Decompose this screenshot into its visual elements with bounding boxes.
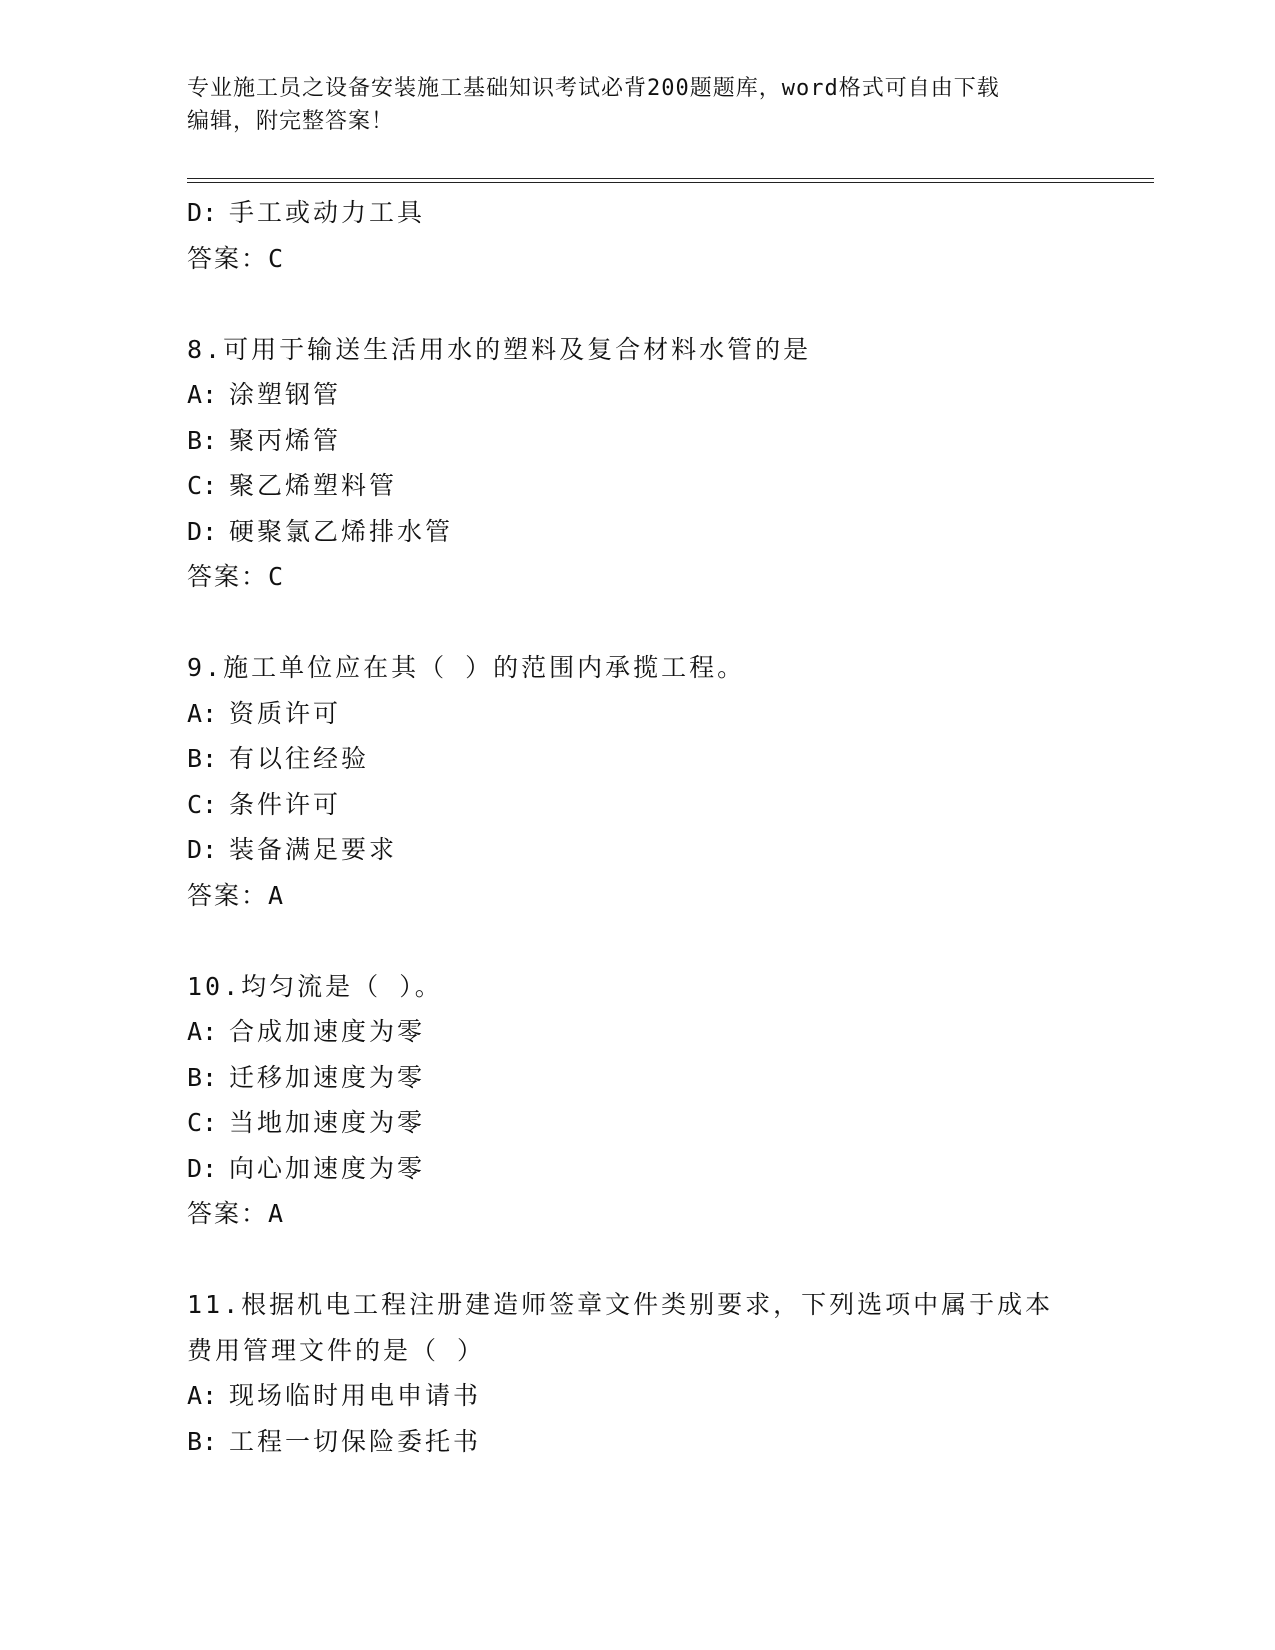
option-item <box>187 1146 1087 1192</box>
option-text: 合成加速度为零 <box>229 1017 426 1046</box>
option-label: A: <box>187 380 218 409</box>
option-label: B: <box>187 744 218 773</box>
option-text: 现场临时用电申请书 <box>229 1381 482 1410</box>
header-line-1: 专业施工员之设备安装施工基础知识考试必背200题题库，word格式可自由下载 <box>187 76 1000 101</box>
option-text: 涂塑钢管 <box>229 380 342 409</box>
option-label: A: <box>187 1017 218 1046</box>
question-list <box>187 190 1087 1464</box>
answer-line: 答案：A <box>187 880 286 910</box>
option-text: 聚乙烯塑料管 <box>229 471 398 500</box>
option-text: 装备满足要求 <box>229 835 398 864</box>
option-label: B: <box>187 1426 218 1456</box>
option-text: 当地加速度为零 <box>229 1108 426 1137</box>
question-11 <box>187 1282 1087 1464</box>
option-text: 聚丙烯管 <box>229 425 342 455</box>
spacer <box>187 281 1087 327</box>
option-item <box>187 691 1087 737</box>
option-item <box>187 418 1087 464</box>
answer-line: 答案：C <box>187 562 286 591</box>
header-divider-top <box>187 178 1154 179</box>
option-text: 迁移加速度为零 <box>229 1062 426 1092</box>
option-item <box>187 782 1087 828</box>
option-text: 有以往经验 <box>229 744 370 773</box>
option-item <box>187 1373 1087 1419</box>
option-text: 工程一切保险委托书 <box>229 1426 482 1456</box>
option-text: 硬聚氯乙烯排水管 <box>229 516 454 546</box>
option-item <box>187 372 1087 418</box>
question-title: 8.可用于输送生活用水的塑料及复合材料水管的是 <box>187 334 812 364</box>
option-item <box>187 1419 1087 1465</box>
option-item <box>187 736 1087 782</box>
option-text: 条件许可 <box>229 789 342 819</box>
option-text: 资质许可 <box>229 698 342 728</box>
option-text: 手工或动力工具 <box>229 198 426 227</box>
header-divider-bottom <box>187 182 1154 183</box>
option-label: A: <box>187 1381 218 1410</box>
option-item <box>187 1009 1087 1055</box>
option-label: D: <box>187 516 218 546</box>
header-line-2: 编辑，附完整答案！ <box>187 109 395 134</box>
spacer <box>187 600 1087 646</box>
option-label: B: <box>187 1062 218 1092</box>
answer-line: 答案：C <box>187 243 286 273</box>
question-title-line-2: 费用管理文件的是（ ） <box>187 1335 486 1365</box>
spacer <box>187 1237 1087 1283</box>
question-title: 10.均匀流是（ ）。 <box>187 971 443 1001</box>
option-label: D: <box>187 198 218 227</box>
document-header <box>187 72 1087 138</box>
option-label: B: <box>187 425 218 455</box>
option-item <box>187 1100 1087 1146</box>
option-label: C: <box>187 471 218 500</box>
option-label: A: <box>187 698 218 728</box>
question-9 <box>187 645 1087 918</box>
option-item <box>187 463 1087 509</box>
option-text: 向心加速度为零 <box>229 1153 426 1183</box>
spacer <box>187 918 1087 964</box>
option-label: C: <box>187 789 218 819</box>
question-title-line-1: 11.根据机电工程注册建造师签章文件类别要求，下列选项中属于成本 <box>187 1290 1054 1319</box>
option-item <box>187 190 1087 236</box>
question-title: 9.施工单位应在其（ ）的范围内承揽工程。 <box>187 653 746 682</box>
option-item <box>187 827 1087 873</box>
option-label: C: <box>187 1108 218 1137</box>
answer-line: 答案：A <box>187 1199 286 1228</box>
question-10 <box>187 964 1087 1237</box>
option-item <box>187 1055 1087 1101</box>
question-8 <box>187 327 1087 600</box>
option-label: D: <box>187 1153 218 1183</box>
option-item <box>187 509 1087 555</box>
continued-question <box>187 190 1087 281</box>
option-label: D: <box>187 835 218 864</box>
